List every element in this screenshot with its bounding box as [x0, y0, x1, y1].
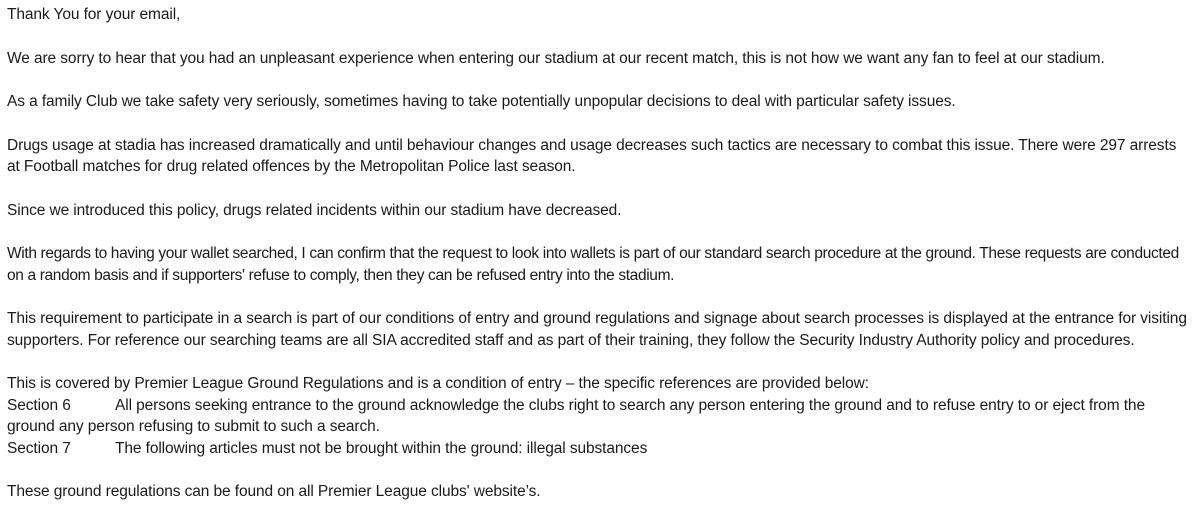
- paragraph-apology: We are sorry to hear that you had an unpleasant experience when entering our stadium at our recent match, this is not how we want any fan to feel at our stadium.: [7, 49, 1105, 67]
- paragraph-search-requirement: This requirement to participate in a search is part of our conditions of entry and ground regulations and signage about search processes is displayed at the entrance for visiting supporters. For reference our searching teams are all SIA accredited staff and as part of their training, they follow the Security Industry Authority policy and procedures.: [7, 310, 1187, 349]
- section-7-text: The following articles must not be brought within the ground: illegal substances: [115, 439, 648, 457]
- regulations-block: [7, 373, 1193, 459]
- closing-line: These ground regulations can be found on all Premier League clubs' website’s.: [7, 483, 541, 500]
- section-6-text: All persons seeking entrance to the ground acknowledge the clubs right to search any person entering the ground and to refuse entry to or eject from the ground any person refusing to submit to such a search.: [7, 396, 1145, 435]
- regulations-intro: This is covered by Premier League Ground Regulations and is a condition of entry – the specific references are provided below:: [7, 375, 869, 392]
- section-6-label: Section 6: [7, 396, 71, 414]
- paragraph-wallet-search: With regards to having your wallet searched, I can confirm that the request to look into wallets is part of our standard search procedure at the ground. These requests are conducted on a random basis and if supporters' refuse to comply, then they can be refused entry into the stadium.: [7, 245, 1179, 284]
- section-7-line: [7, 438, 1193, 460]
- section-7-label: Section 7: [7, 439, 71, 457]
- section-6-line: [7, 395, 1193, 438]
- paragraph-drugs-usage: Drugs usage at stadia has increased dramatically and until behaviour changes and usage decreases such tactics are necessary to combat this issue. There were 297 arrests at Football matches for drug related offences by the Metropolitan Police last season.: [7, 136, 1177, 175]
- paragraph-policy-result: Since we introduced this policy, drugs related incidents within our stadium have decreased.: [7, 201, 622, 219]
- paragraph-safety: As a family Club we take safety very seriously, sometimes having to take potentially unpopular decisions to deal with particular safety issues.: [7, 93, 956, 110]
- greeting: Thank You for your email,: [7, 6, 181, 23]
